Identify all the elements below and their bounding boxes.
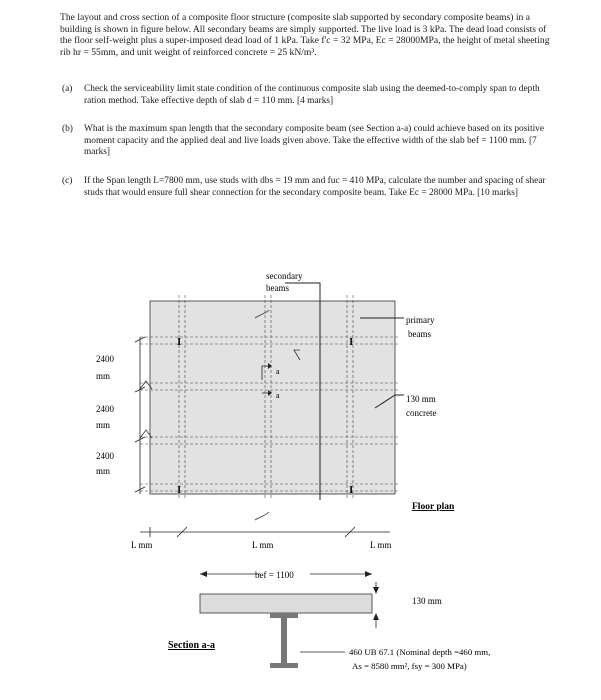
concrete-label: concrete [406,408,437,418]
problem-intro: The layout and cross section of a composite floor structure (composite slab supported by secondary composite beams) in a building is shown in figure below. All secondary beams are simply supported. The live load is 3 kPa. The dead load consists of the floor self-weight plus a super-imposed dead load of 1 kPa. Take f'c = 32 MPa, Ec = 28000MPa, the height of metal sheeting rib hr = 55mm, and unit weight of reinforced concrete = 25 kN/m³. [60,12,550,58]
span-label: L mm [252,540,274,550]
section-mark-label: a [276,367,280,376]
svg-text:I: I [349,336,354,348]
beam-bottom-flange [270,663,298,668]
svg-text:I: I [177,336,182,348]
question-c-label: (c) [62,176,73,186]
slab-depth-label: 130 mm [412,596,442,606]
secondary-beams-label: secondary [266,271,303,281]
svg-text:I: I [177,484,182,496]
question-c-text: If the Span length L=7800 mm, use studs with dbs = 19 mm and fuc = 410 MPa, calculate the number and spacing of shear studs that would ensure full shear connection for the secondary composite beam. Take Ec = 28000 MPa. [10 marks] [84,176,546,198]
dimension-unit: mm [96,466,111,476]
arrow-icon [373,587,379,594]
dimension-label: 2400 [96,451,114,461]
question-a-label: (a) [62,84,73,94]
primary-beams-label: primary [406,315,435,325]
section-slab [200,594,372,613]
question-b-label: (b) [62,124,73,134]
concrete-label: 130 mm [406,394,436,404]
section-title: Section a-a [168,640,215,651]
dimension-label: 2400 [96,404,114,414]
break-line [255,512,269,520]
secondary-beams-label: beams [266,283,289,293]
question-b-text: What is the maximum span length that the secondary composite beam (see Section a-a) could achieve based on its positive moment capacity and the applied deal and live loads given above. Take the effective width of the slab bef = 1100 mm. [7 marks] [84,124,545,158]
dimension-unit: mm [96,371,111,381]
arrow-icon [365,571,372,577]
floor-slab [150,301,395,494]
arrow-icon [200,571,207,577]
beam-spec-label: As = 8580 mm², fsy = 300 MPa) [352,661,467,671]
floor-plan-title: Floor plan [412,502,455,512]
bef-label: bef = 1100 [255,570,294,580]
span-label: L mm [131,540,153,550]
section-mark-label: a [276,391,280,400]
dimension-label: 2400 [96,354,114,364]
primary-beams-label: beams [408,329,431,339]
beam-spec-label: 460 UB 67.1 (Nominal depth =460 mm, [349,647,491,657]
beam-top-flange [270,613,298,618]
svg-text:I: I [349,484,354,496]
dimension-unit: mm [96,420,111,430]
arrow-icon [373,613,379,620]
span-label: L mm [370,540,392,550]
beam-web [281,618,287,663]
question-a-text: Check the serviceability limit state condition of the continuous composite slab using the deemed-to-comply span to depth ration method. Take effective depth of slab d = 110 mm. [4 marks] [84,84,540,106]
